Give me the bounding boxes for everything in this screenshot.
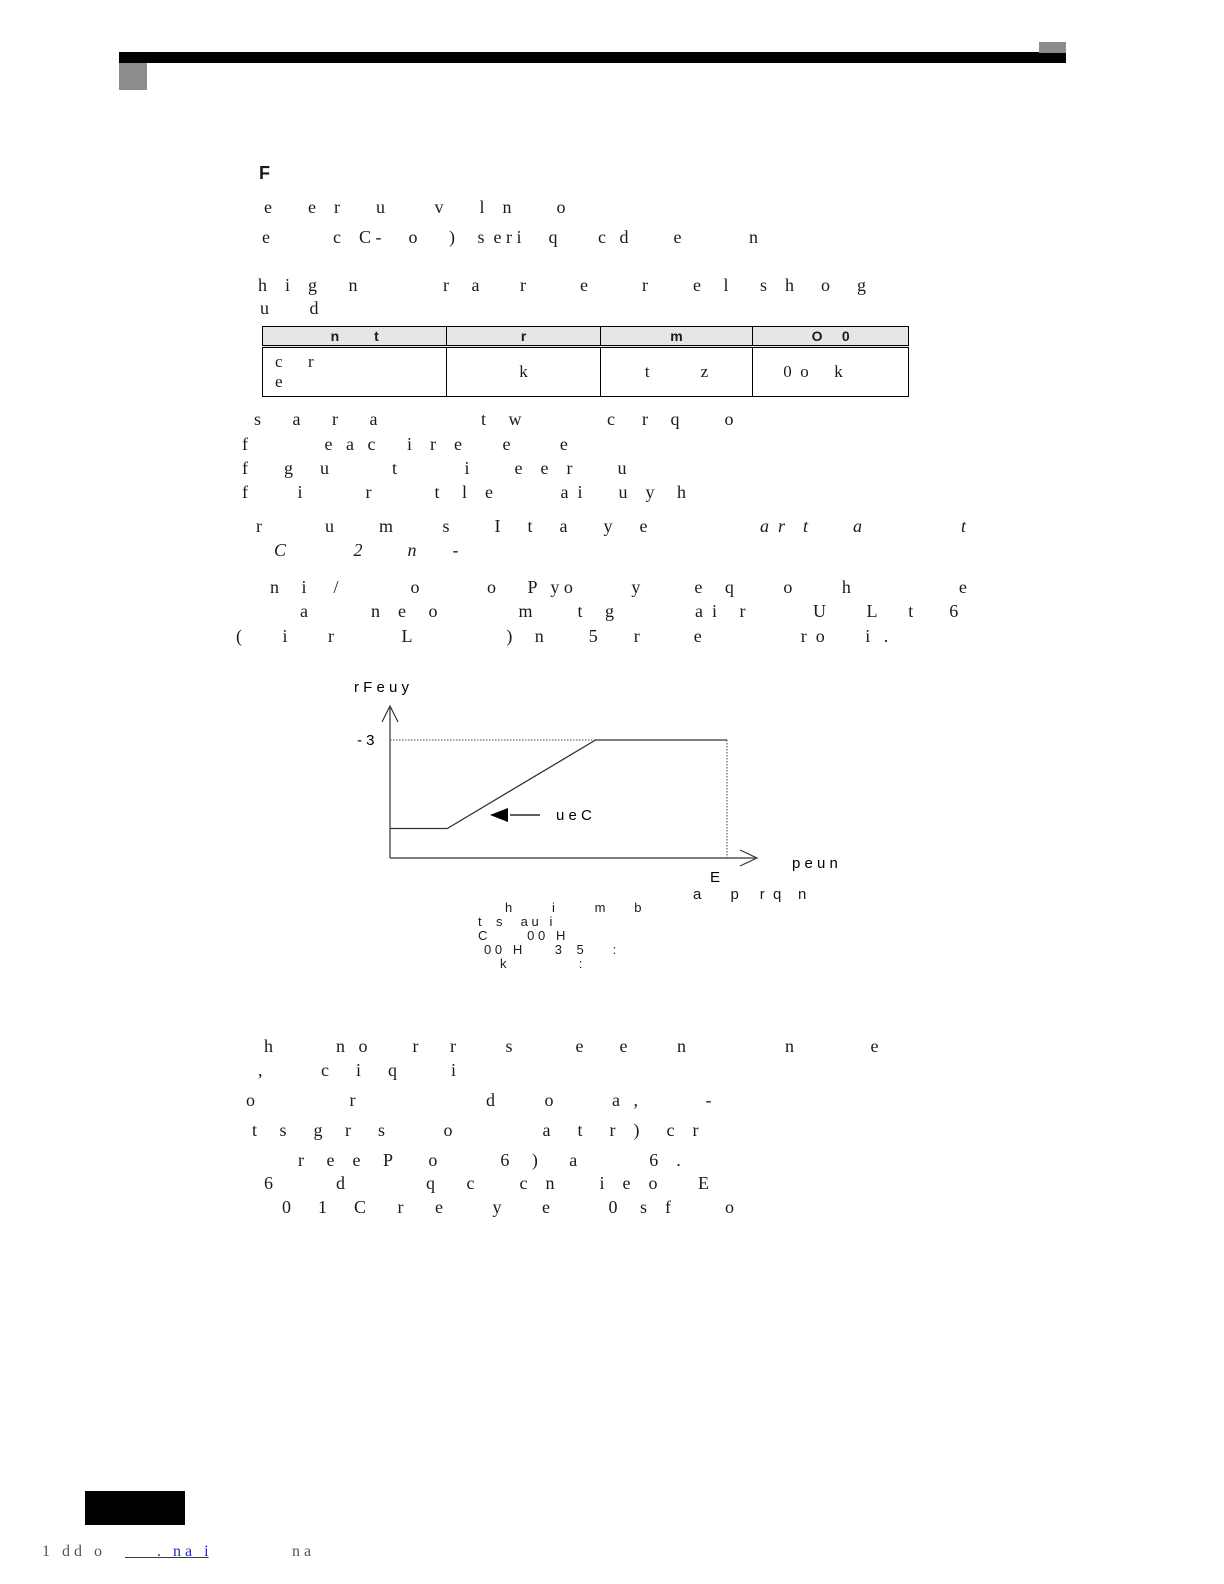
para7-line5: 0 1 C r e y e 0 s f o: [282, 1197, 734, 1217]
para1-line2: e c C - o ) s e r i q c d e n: [262, 227, 758, 247]
table-cell: 0 o k: [753, 347, 909, 397]
para5-line3: ( i r L ) n 5 r e r o i .: [236, 626, 889, 646]
table-header-4: O 0: [753, 327, 909, 347]
para7-line4: 6 d q c c n i e o E: [264, 1173, 709, 1193]
chart-annotation: u e C: [556, 807, 592, 824]
footer-left-text: 1 d d o: [42, 1543, 102, 1560]
x-tick-label: E: [710, 869, 721, 886]
table-header-3: m: [600, 327, 753, 347]
chart-xlabel: p e u n: [792, 855, 838, 872]
para4-line1: r u m s I t a y e: [256, 516, 648, 536]
para2-line2: u d: [260, 298, 319, 318]
table-header-2: r: [447, 327, 600, 347]
para4-italic: a r t a t: [760, 516, 967, 536]
footer-right-text: n a: [292, 1543, 312, 1560]
figure-note-line: 0 0 H 3 5 :: [484, 942, 617, 957]
para3-line2: f e a c i r e e e: [242, 434, 568, 454]
figure-note-line: C 0 0 H: [478, 928, 566, 943]
annotation-arrowhead: [490, 808, 508, 822]
para7-line1: o r d o a , -: [246, 1090, 712, 1110]
spec-table: [262, 326, 909, 397]
para6-line2: , c i q i: [258, 1060, 456, 1080]
para5-line1: n i / o o P y o y e q o h e: [270, 577, 967, 597]
y-tick-label: - 3: [357, 732, 375, 749]
section-heading: F: [259, 163, 270, 183]
table-cell: k: [447, 347, 600, 397]
table-header-1: n t: [263, 327, 447, 347]
chart-ylabel: r F e u y: [354, 679, 410, 696]
figure-note-line: t s a u i: [478, 914, 553, 929]
chart-x-sublabel: a p r q n: [693, 886, 807, 903]
para7-line2: t s g r s o a t r ) c r: [252, 1120, 699, 1140]
para4-line2: C 2 n -: [274, 540, 459, 560]
para1-line1: e e r u v l n o: [264, 197, 566, 217]
para7-line3: r e e P o 6 ) a 6 .: [298, 1150, 681, 1170]
header-tab-right: [1039, 42, 1066, 53]
table-cell: c r e: [263, 347, 447, 397]
frequency-chart: [330, 670, 890, 900]
para2-line1: h i g n r a r e r e l s h o g: [258, 275, 866, 295]
figure-note-line: h i m b: [505, 900, 642, 915]
table-cell: t z: [600, 347, 753, 397]
para3-line4: f i r t l e a i u y h: [242, 482, 686, 502]
footer-page-box: [85, 1491, 185, 1525]
para5-line2: a n e o m t g a i r U L t 6: [300, 601, 959, 621]
para3-line1: s a r a t w c r q o: [254, 409, 734, 429]
figure-note-line: k :: [500, 956, 583, 971]
footer-link[interactable]: . n a i: [125, 1543, 209, 1560]
header-tab-left: [119, 63, 147, 90]
para6-line1: h n o r r s e e n n e: [264, 1036, 879, 1056]
para3-line3: f g u t i e e r u: [242, 458, 627, 478]
header-bar: [119, 52, 1066, 63]
